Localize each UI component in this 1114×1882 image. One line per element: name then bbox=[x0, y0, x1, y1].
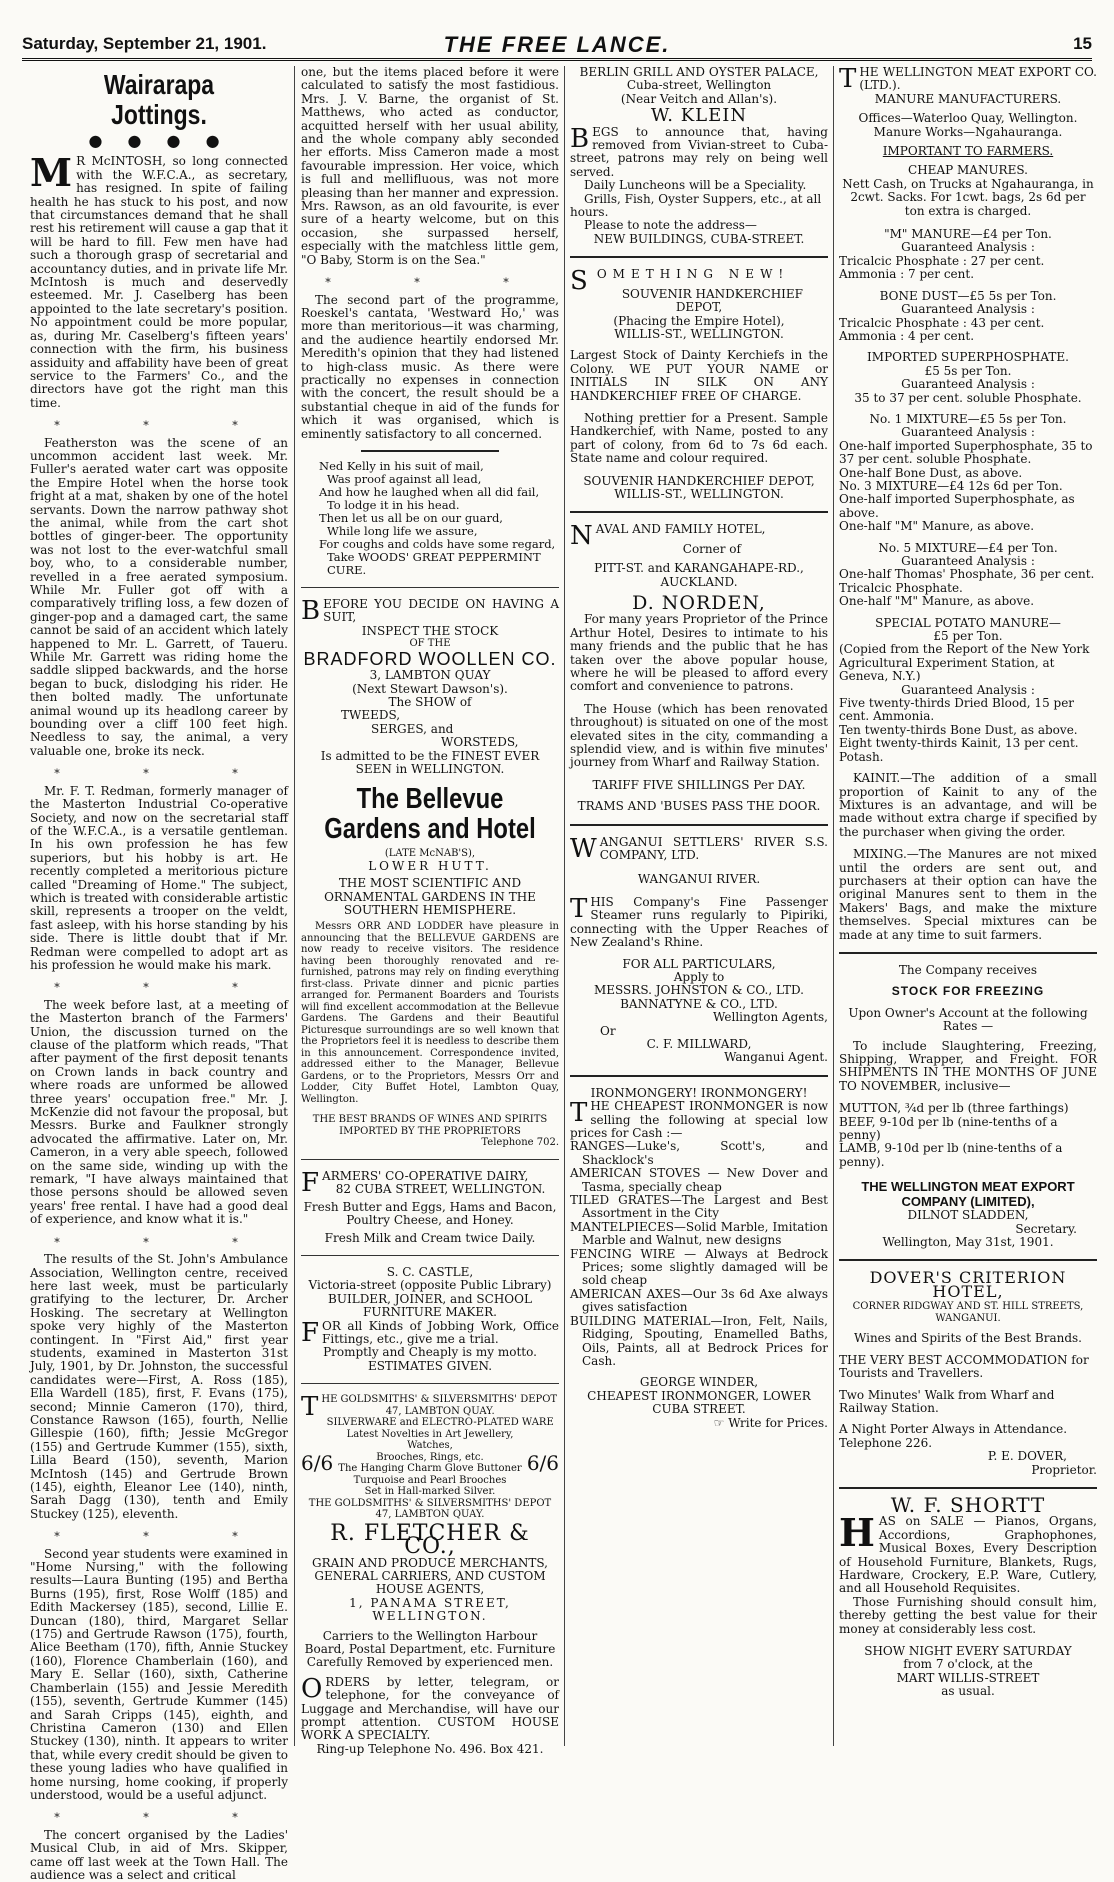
article-title: Wairarapa Jottings. bbox=[103, 69, 215, 130]
section-separator: * * * bbox=[325, 276, 549, 290]
section-separator: * * * bbox=[54, 419, 278, 433]
rule bbox=[361, 450, 499, 452]
column-4 bbox=[839, 66, 1097, 1746]
dairy-ad: FARMERS' CO-OPERATIVE DAIRY, 82 CUBA STREET, WELLINGTON. Fresh Butter and Eggs, Hams and Bacon, Poultry Cheese, and Honey. Fresh Milk and Cream twice Daily. bbox=[301, 1167, 557, 1245]
castle-ad: S. C. CASTLE, Victoria-street (opposite Public Library) BUILDER, JOINER, and SCHOOL FURNITURE MAKER. FOR all Kinds of Jobbing Work, Office Fittings, etc., give me a trial. Promptly and Cheaply is my motto. ESTIMATES GIVEN. bbox=[301, 1265, 559, 1373]
rule bbox=[839, 1487, 1097, 1489]
article-paragraph: The week before last, at a meeting of the Masterton branch of the Farmers' Union, the discussion turned on the clause of the platform which reads, "That after payment of the first deposit tenants on Crown lands in back country and where roads are unformed be allowed three years' occupation free." Mr. J. McKenzie did not favour the proposal, but Messrs. Burke and Faulkner strongly advocated the affirmative. Later on, Mr. Cameron, in a very able speech, followed on the same side, winding up with the remark, "I have always maintained that those persons should be allowed seven years' free rental. I have had a good deal of experience, and know what it is." bbox=[30, 997, 288, 1227]
article-paragraph: one, but the items placed before it were calculated to satisfy the most fastidious. Mrs. J. V. Barne, the organist of St. Matthews, who acted as conductor, acquitted herself with her usual ability, and the whole company ably seconded her efforts. Miss Cameron made a most favourable impression. Her voice, which is full and mellifluous, was not more pleasing than her manner and expression. Mrs. Rawson, as an old favourite, is ever sure of a hearty welcome, but on this occasion, she surpassed herself, especially with the matchless little gem, "O Baby, Storm is on the Sea." bbox=[301, 65, 559, 267]
page-header bbox=[22, 32, 1092, 56]
meat-export-ad: THE WELLINGTON MEAT EXPORT CO. (LTD.). MANURE MANUFACTURERS. Offices—Waterloo Quay, Wellington. Manure Works—Ngahauranga. IMPORTANT TO FARMERS. CHEAP MANURES. Nett Cash, on Trucks at Ngahauranga, in 2cwt. Sacks. For 1cwt. bags, 2s 6d per ton extra is charged. "M" MANURE—£4 per Ton. Guaranteed Analysis : Tricalcic Phosphate : 27 per cent. Ammonia : 7 per cent. BONE DUST—£5 5s per Ton. Guaranteed Analysis : Tricalcic Phosphate : 43 per cent. Ammonia : 4 per cent. IMPORTED SUPERPHOSPHATE. £5 5s per Ton. Guaranteed Analysis : 35 to 37 per cent. soluble Phosphate. No. 1 MIXTURE—£5 5s per Ton. Guaranteed Analysis : One-half imported Superphosphate, 35 to 37 per cent. soluble Phosphate. One-half Bone Dust, as above. No. 3 MIXTURE—£4 12s 6d per Ton. One-half imported Superphosphate, as above. One-half "M" Manure, as above. No. 5 MIXTURE—£4 per Ton. Guaranteed Analysis : One-half Thomas' Phosphate, 36 per cent. Tricalcic Phosphate. One-half "M" Manure, as above. SPECIAL POTATO MANURE— £5 per Ton. (Copied from the Report of the New York Agricultural Experiment Station, at Geneva, N.Y.) Guaranteed Analysis : Five twenty-thirds Dried Blood, 15 per cent. Ammonia. Ten twenty-thirds Bone Dust, as above. Eight twenty-thirds Kainit, 13 per cent. Potash. KAINIT.—The addition of a small proportion of Kainit to any of the Mixtures is an advantage, and will be made without extra charge if specified by the purchaser when giving the order. MIXING.—The Manures are not mixed until the orders are sent out, and purchasers at their option can have the original Manures sent to them in the Makers' Bags, and make the mixture themselves. Special mixtures can be made at any time to suit farmers. bbox=[839, 64, 1097, 942]
goldsmiths-ad: THE GOLDSMITHS' & SILVERSMITHS' DEPOT 47, LAMBTON QUAY. SILVERWARE and ELECTRO-PLATED WARE 6/6 Latest Novelties in Art Jewellery, Watches, Brooches, Rings, etc. The Hanging Charm Glove Buttoner Turquoise and Pearl Brooches Set in Hall-marked Silver. 6/6 THE GOLDSMITHS' & SILVERSMITHS' DEPOT 47, LAMBTON QUAY. bbox=[301, 1392, 559, 1521]
article-paragraph: The results of the St. John's Ambulance Association, Wellington centre, received here last week, must be particularly gratifying to the lecturer, Dr. Archer Hosking. The secretary at Wellington spoke very highly of the Masterton contingent. In "First Aid," first year students, examined in Masterton 31st July, 1901, by Dr. Johnston, the successful candidates were—First, A. Ross (185), Ella Wardell (185), first, F. Evans (175), second; Minnie Cameron (170), third, Constance Rawson (165), fourth, Nellie Gillespie (160), fifth; Jessie McGregor (155) and Gertrude Kummer (155), sixth, Lilla Beard (150), seventh, Marion McIntosh (145) and Gertrude Brown (145), eighth, Eleanor Lee (140), ninth, Sarah Dagg (130), tenth and Emily Stuckey (125), eleventh. bbox=[30, 1252, 288, 1521]
drop-cap: M bbox=[30, 150, 73, 196]
header-rule bbox=[22, 58, 1092, 61]
article-paragraph: Mr. F. T. Redman, formerly manager of the Masterton Industrial Co-operative Society, and now on the secretarial staff of the W.F.C.A., is a versatile gentleman. In his own profession he has few superiors, but his hobby is art. He recently completed a meritorious picture called "Dreaming of Home." The subject, which is treated with considerable artistic skill, represents a trooper on the veldt, fast asleep, with his horse standing by his side. There is little doubt that if Mr. Redman were compelled to adopt art as his profession he would make his mark. bbox=[30, 783, 288, 972]
ornament: ● ● ● ● bbox=[88, 131, 230, 150]
column-divider bbox=[564, 66, 565, 1746]
article-paragraph: The concert organised by the Ladies' Musical Club, in aid of Mrs. Skipper, came off last week at the Town Hall. The audience was a select and critical bbox=[30, 1827, 288, 1882]
rule bbox=[570, 1075, 828, 1077]
wanganui-ad: WANGANUI SETTLERS' RIVER S.S. COMPANY, LTD. WANGANUI RIVER. THIS Company's Fine Passenger Steamer runs regularly to Pipiriki, connecting with the Upper Reaches of New Zealand's Rhine. FOR ALL PARTICULARS, Apply to MESSRS. JOHNSTON & CO., LTD. BANNATYNE & CO., LTD. Wellington Agents, Or C. F. MILLWARD, Wanganui Agent. bbox=[570, 833, 828, 1065]
naval-hotel-ad: NAVAL AND FAMILY HOTEL, Corner of PITT-ST. and KARANGAHAPE-RD., AUCKLAND. D. NORDEN, For many years Proprietor of the Prince Arthur Hotel, Desires to intimate to his many friends and the public that he has taken over the above popular house, where he will be pleased to afford every comfort and convenience to patrons. The House (which has been renovated throughout) is situated on one of the most elevated sites in the city, commanding a splendid view, and is within five minutes' journey from Wharf and Railway Station. TARIFF FIVE SHILLINGS Per DAY. TRAMS AND 'BUSES PASS THE DOOR. bbox=[570, 521, 828, 814]
article-paragraph: M R McINTOSH, so long connected with the W.F.C.A., as secretary, has resigned. In spite of failing health he has stuck to his post, and now that circumstances demand that he shall rest his retirement will cause a gap that it will be hard to fill. Few men have had such a thorough grasp of secretarial and accountancy duties, and in private life Mr. McIntosh is much and deservedly esteemed. Mr. J. Caselberg has been appointed to the late secretary's position. No appointment could be more popular, as, during Mr. Caselberg's fifteen years' connection with the firm, his business assiduity and affability have been of great service to the Farmers' Co., and the directors have got the right man this time. bbox=[30, 150, 288, 410]
rule bbox=[839, 952, 1097, 954]
rule bbox=[301, 587, 559, 588]
article-paragraph: The second part of the programme, Roeskel's cantata, 'Westward Ho,' was more than meritorious—it was charming, and the audience heartily endorsed Mr. Meredith's opinion that they had listened to high-class music. As there were practically no expenses in connection with the concert, the result should be a substantial cheque in aid of the funds for which it was organised, which is eminently satisfactory to all concerned. bbox=[301, 292, 559, 441]
column-divider bbox=[833, 66, 834, 1746]
bellevue-title: The Bellevue Gardens and Hotel bbox=[324, 783, 536, 846]
bradford-ad: BEFORE YOU DECIDE ON HAVING A SUIT, INSPECT THE STOCK OF THE BRADFORD WOOLLEN CO. 3, LAMBTON QUAY (Next Stewart Dawson's). The SHOW of TWEEDS, SERGES, and WORSTEDS, Is admitted to be the FINEST EVER SEEN in WELLINGTON. bbox=[301, 595, 559, 776]
bellevue-body: Messrs ORR AND LODDER have pleasure in announcing that the BELLEVUE GARDENS are now ready to receive visitors. The residence having been thoroughly renovated and re-furnished, patrons may rely on finding everything first-class. Private dinner and picnic parties arranged for. Permanent Boarders and Tourists will find excellent accommodation at the Bellevue Gardens. The Gardens and their Beautiful Picturesque surroundings are so well known that the Proprietors feel it is needless to describe them in this announcement. Correspondence invited, addressed either to the Manager, Bellevue Gardens, or to the Proprietors, Messrs Orr and Lodder, City Buffet Hotel, Lambton Quay, Wellington. bbox=[301, 921, 559, 1105]
price: 6/6 bbox=[526, 1450, 559, 1475]
page-number: 15 bbox=[1073, 34, 1092, 53]
ironmongery-ad: IRONMONGERY! IRONMONGERY! THE CHEAPEST IRONMONGER is now selling the following at special low prices for Cash :— RANGES—Luke's, Scott's, and Shacklock's AMERICAN STOVES — New Dover and Tasma, specially cheap TILED GRATES—The Largest and Best Assortment in the City MANTELPIECES—Solid Marble, Imitation Marble and Walnut, new designs FENCING WIRE — Always at Bedrock Prices; some slightly damaged will be sold cheap AMERICAN AXES—Our 3s 6d Axe always gives satisfaction BUILDING MATERIAL—Iron, Felt, Nails, Ridging, Spouting, Enamelled Baths, Oils, Paints, all at Bedrock Prices for Cash. GEORGE WINDER, CHEAPEST IRONMONGER, LOWER CUBA STREET. ☞ Write for Prices. bbox=[570, 1085, 828, 1430]
rule bbox=[301, 1383, 559, 1384]
rule bbox=[301, 1255, 559, 1256]
section-separator: * * * bbox=[54, 981, 278, 995]
article-paragraph: Second year students were examined in "Home Nursing," with the following results—Laura Bunting (195) and Bertha Burns (195), first, Rose Wolff (185) and Edith Mackersey (185), second, Lillie E. Duncan (180), third, Margaret Sellar (175) and Gertrude Rawson (175), fourth, Alice Beetham (170), fifth, Annie Stuckey (160), Florence Chamberlain (160), and Mary E. Sellar (160), sixth, Catherine Chamberlain (155) and Jessie Meredith (155), seventh, Gertrude Kummer (145) and Sarah Cripps (145), eighth, and Christina Cameron (130) and Ellen Stuckey (130), ninth. It appears to writer that, while every credit should be given to these young ladies who have qualified in home nursing, home cooking, if properly understood, would be a useful adjunct. bbox=[30, 1546, 288, 1802]
fletcher-ad: R. FLETCHER & CO., GRAIN AND PRODUCE MERCHANTS, GENERAL CARRIERS, AND CUSTOM HOUSE AGENTS, 1, PANAMA STREET, WELLINGTON. Carriers to the Wellington Harbour Board, Postal Department, etc. Furniture Carefully Removed by experienced men. ORDERS by letter, telegram, or telephone, for the conveyance of Luggage and Merchandise, will have our prompt attention. CUSTOM HOUSE WORK A SPECIALTY. Ring-up Telephone No. 496. Box 421. bbox=[301, 1520, 559, 1756]
issue-date: Saturday, September 21, 1901. bbox=[22, 34, 267, 53]
price: 6/6 bbox=[301, 1450, 334, 1475]
rule bbox=[301, 1159, 559, 1160]
berlin-ad: BERLIN GRILL AND OYSTER PALACE, Cuba-street, Wellington (Near Veitch and Allan's). W. KLEIN BEGS to announce that, having removed from Vivian-street to Cuba-street, patrons may rely on being well served. Daily Luncheons will be a Speciality. Grills, Fish, Oyster Suppers, etc., at all hours. Please to note the address— NEW BUILDINGS, CUBA-STREET. bbox=[570, 65, 828, 246]
rule bbox=[570, 511, 828, 513]
dover-hotel-ad: DOVER'S CRITERION HOTEL, CORNER RIDGWAY AND ST. HILL STREETS, WANGANUI. Wines and Spirits of the Best Brands. THE VERY BEST ACCOMMODATION for Tourists and Travellers. Two Minutes' Walk from Wharf and Railway Station. A Night Porter Always in Attendance. Telephone 226. P. E. DOVER, Proprietor. bbox=[839, 1268, 1097, 1477]
bradford-name: BRADFORD WOOLLEN CO. bbox=[303, 648, 557, 669]
column-divider bbox=[294, 66, 295, 1746]
rule bbox=[570, 824, 828, 826]
section-separator: * * * bbox=[54, 1530, 278, 1544]
rule bbox=[570, 256, 828, 258]
souvenir-ad: SOMETHING NEW! SOUVENIR HANDKERCHIEF DEPOT, (Phacing the Empire Hotel), WILLIS-ST., WELLINGTON. Largest Stock of Dainty Kerchiefs in the Colony. WE PUT YOUR NAME or INITIALS IN SILK ON ANY HANDKERCHIEF FREE OF CHARGE. Nothing prettier for a Present. Sample Handkerchief, with Name, posted to any part of colony, from 6d to 7s 6d each. State name and colour required. SOUVENIR HANDKERCHIEF DEPOT, WILLIS-ST., WELLINGTON. bbox=[570, 266, 828, 501]
shortt-ad: W. F. SHORTT HAS on SALE — Pianos, Organs, Accordions, Graphophones, Musical Boxes, Every Description of Household Furniture, Blankets, Rugs, Hardware, Crockery, E.P. Ware, Cutlery, and all Household Requisites. Those Furnishing should consult him, thereby getting the best value for their money at considerably less cost. SHOW NIGHT EVERY SATURDAY from 7 o'clock, at the MART WILLIS-STREET as usual. bbox=[839, 1492, 1097, 1699]
rule bbox=[839, 1259, 1097, 1261]
column-3 bbox=[570, 66, 828, 1746]
column-2: one, but the items placed before it were calculated to satisfy the most fastidious. Mrs. J. V. Barne, the organist of St. Matthews, who acted as conductor, acquitted herself with her usual ability, and the whole company ably seconded her efforts. Miss Cameron made a most favourable impression. Her voice, which is full and mellifluous, was not more pleasing than her manner and expression. Mrs. Rawson, as an old favourite, is ever sure of a hearty welcome, but on this occasion, she surpassed herself, especially with the matchless little gem, "O Baby, Storm is on the Sea." * * * The second part of the programme, Roeskel's cantata, 'Westward Ho,' was more than meritorious—it was charming, and the audience heartily endorsed Mr. Meredith's opinion that they had listened to high-class music. As there were practically no expenses in connection with the concert, the result should be a substantial cheque in aid of the funds for which it was organised, which is eminently satisfactory to all concerned. Ned Kelly in his suit of mail, Was proof against all lead, And how he laughed when all did fail, To lodge it in his head. Then let us all be on our guard, While long life we assure, For coughs and colds have some regard, Take WOODS' GREAT PEPPERMINT CURE. BEFORE YOU DECIDE ON HAVING A SUIT, INSPECT THE STOCK OF THE BRADFORD WOOLLEN CO. 3, LAMBTON QUAY (Next Stewart Dawson's). The SHOW of TWEEDS, SERGES, and WORSTEDS, Is admitted to be the FINEST EVER SEEN in WELLINGTON. The Bellevue Gardens and Hotel (LATE McNAB'S), LOWER HUTT. THE MOST SCIENTIFIC AND ORNAMENTAL GARDENS IN THE SOUTHERN HEMISPHERE. Messrs ORR AND LODDER have pleasure in announcing that the BELLEVUE GARDENS are now ready to receive visitors. The residence having been thoroughly renovated and re-furnished, patrons may rely on finding everything first-class. Private dinner and picnic parties arranged for. Permanent Boarders and Tourists will find excellent accommodation at the Bellevue Gardens. The Gardens and their Beautiful Picturesque surroundings are so well known that the Proprietors feel it is needless to describe them in this announcement. Correspondence invited, addressed either to the Manager, Bellevue Gardens, or to the Proprietors, Messrs Orr and Lodder, City Buffet Hotel, Lambton Quay, Wellington. THE BEST BRANDS OF WINES AND SPIRITS IMPORTED BY THE PROPRIETORS Telephone 702. FARMERS' CO-OPERATIVE DAIRY, 82 CUBA STREET, WELLINGTON. Fresh Butter and Eggs, Hams and Bacon, Poultry Cheese, and Honey. Fresh Milk and Cream twice Daily. S. C. CASTLE, Victoria-street (opposite Public Library) BUILDER, JOINER, and SCHOOL FURNITURE MAKER. FOR all Kinds of Jobbing Work, Office Fittings, etc., give me a trial. Promptly and Cheaply is my motto. ESTIMATES GIVEN. THE GOLDSMITHS' & SILVERSMITHS' DEPOT 47, LAMBTON QUAY. SILVERWARE and ELECTRO-PLATED WARE 6/6 Latest Novelties in Art Jewellery, Watches, Brooches, Rings, etc. The Hanging Charm Glove Buttoner Turquoise and Pearl Brooches Set in Hall-marked Silver. 6/6 THE GOLDSMITHS' & SILVERSMITHS' DEPOT 47, LAMBTON QUAY. R. FLETCHER & CO., GRAIN AND PRODUCE MERCHANTS, GENERAL CARRIERS, AND CUSTOM HOUSE AGENTS, 1, PANAMA STREET, WELLINGTON. Carriers to the Wellington Harbour Board, Postal Department, etc. Furniture Carefully Removed by experienced men. ORDERS by letter, telegram, or telephone, for the conveyance of Luggage and Merchandise, will have our prompt attention. CUSTOM HOUSE WORK A SPECIALTY. Ring-up Telephone No. 496. Box 421. bbox=[301, 65, 559, 1756]
section-separator: * * * bbox=[54, 1235, 278, 1249]
article-paragraph: Featherston was the scene of an uncommon accident last week. Mr. Fuller's aerated water cart was opposite the Empire Hotel when the horse took fright at a mat, shaken by one of the hotel servants. Down the narrow pathway shot the animal, while from the cart shot bottles of ginger-beer. The opportunity was not lost to the ever-watchful small boy, who, to a considerable number, revelled in a free aerated symposium. While Mr. Fuller got off with a comparatively trifling loss, a few dozen of ginger-pop and a damaged cart, the same cannot be said of an accident which lately happened to Mr. L. Garrett, of Taueru. While Mr. Garrett was riding home the saddle slipped backwards, and the horse began to buck, dislodging his rider. He then bolted madly. The unfortunate animal wound up its headlong career by bounding over a cliff 100 feet high. Needless to say, the animal, a very valuable one, broke its neck. bbox=[30, 435, 288, 758]
section-separator: * * * bbox=[54, 767, 278, 781]
poem: Ned Kelly in his suit of mail, Was proof against all lead, And how he laughed when all did fail, To lodge it in his head. Then let us all be on our guard, While long life we assure, For coughs and colds have some regard, Take WOODS' GREAT PEPPERMINT CURE. bbox=[319, 458, 556, 577]
freezing-ad: The Company receives STOCK FOR FREEZING Upon Owner's Account at the following Rates — To include Slaughtering, Freezing, Shipping, Wrapper, and Freight. FOR SHIPMENTS IN THE MONTHS OF JUNE TO NOVEMBER, inclusive— MUTTON, ¾d per lb (three farthings) BEEF, 9-10d per lb (nine-tenths of a penny) LAMB, 9-10d per lb (nine-tenths of a penny). THE WELLINGTON MEAT EXPORT COMPANY (LIMITED), DILNOT SLADDEN, Secretary. Wellington, May 31st, 1901. bbox=[839, 962, 1097, 1250]
column-1 bbox=[30, 66, 288, 1882]
section-separator: * * * bbox=[54, 1811, 278, 1825]
newspaper-title: THE FREE LANCE. bbox=[443, 32, 671, 57]
